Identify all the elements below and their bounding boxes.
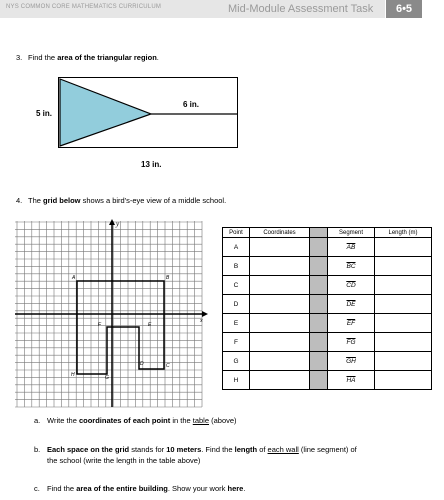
table-row	[223, 238, 432, 257]
point-label-e: E	[148, 322, 152, 328]
points-table	[222, 227, 432, 390]
table-row	[223, 333, 432, 352]
part-a-u1: table	[192, 416, 210, 425]
col-header-point: Point	[223, 228, 250, 238]
part-b-t4: (line segment) of	[298, 445, 357, 454]
coordinates-cell[interactable]	[250, 257, 310, 276]
coordinates-cell[interactable]	[250, 333, 310, 352]
segment-cell	[328, 295, 375, 314]
curriculum-label: NYS COMMON CORE MATHEMATICS CURRICULUM	[6, 4, 162, 10]
point-cell: F	[223, 333, 250, 352]
part-a-t3: (above)	[209, 416, 237, 425]
q4-bold: grid below	[43, 196, 81, 205]
part-b-u1: each wall	[267, 445, 299, 454]
point-label-f: F	[98, 322, 102, 328]
spacer-cell	[310, 371, 328, 390]
col-header-length: Length (m)	[375, 228, 432, 238]
segment-label: $\overline{EF}$	[346, 319, 356, 327]
table-row	[223, 276, 432, 295]
point-label-g: G	[105, 375, 109, 381]
length-cell[interactable]	[375, 276, 432, 295]
point-cell: H	[223, 371, 250, 390]
triangle-svg	[59, 78, 237, 147]
coordinates-cell[interactable]	[250, 295, 310, 314]
segment-label: $\overline{AB}$	[346, 243, 356, 251]
label-6in: 6 in.	[183, 100, 200, 109]
point-cell: B	[223, 257, 250, 276]
spacer-cell	[310, 238, 328, 257]
part-b-text	[47, 444, 437, 466]
segment-label: $\overline{GH}$	[346, 357, 356, 365]
part-c-b2: here	[227, 484, 244, 493]
q3-prefix: Find the	[28, 53, 58, 62]
q3-prompt	[28, 53, 159, 62]
q3-bold: area of the triangular region	[57, 53, 157, 62]
segment-cell	[328, 371, 375, 390]
point-cell: E	[223, 314, 250, 333]
length-cell[interactable]	[375, 314, 432, 333]
q4-prefix: The	[28, 196, 44, 205]
coordinate-grid	[14, 219, 210, 409]
col-header-coordinates: Coordinates	[250, 228, 310, 238]
segment-label: $\overline{HA}$	[346, 376, 356, 384]
part-b-b2: 10 meters	[166, 445, 202, 454]
point-cell: A	[223, 238, 250, 257]
point-label-b: B	[166, 275, 170, 281]
q4-suffix: shows a bird's-eye view of a middle school.	[80, 196, 227, 205]
spacer-cell	[310, 295, 328, 314]
coordinates-cell[interactable]	[250, 371, 310, 390]
segment-cell	[328, 314, 375, 333]
length-cell[interactable]	[375, 295, 432, 314]
part-c-t3: .	[243, 484, 246, 493]
part-b-t1: stands for	[129, 445, 167, 454]
part-b-letter: b.	[34, 445, 41, 454]
part-a-t1: Write the	[47, 416, 79, 425]
y-axis-label: y	[116, 220, 120, 228]
segment-label: $\overline{CD}$	[346, 281, 356, 289]
length-cell[interactable]	[375, 333, 432, 352]
point-label-h: H	[71, 372, 75, 378]
part-c-letter: c.	[34, 484, 40, 493]
point-label-c: C	[166, 363, 170, 369]
part-c-t1: Find the	[47, 484, 77, 493]
coordinates-cell[interactable]	[250, 238, 310, 257]
table-row	[223, 314, 432, 333]
segment-cell	[328, 276, 375, 295]
page-header	[0, 0, 444, 18]
axes	[15, 219, 208, 407]
point-label-d: D	[140, 361, 144, 367]
part-b-b3: length	[234, 445, 258, 454]
segment-label: $\overline{DE}$	[346, 300, 356, 308]
segment-cell	[328, 238, 375, 257]
spacer-cell	[310, 257, 328, 276]
part-c-b1: area of the entire building	[76, 484, 168, 493]
part-b-line2: the school (write the length in the table above)	[47, 456, 201, 465]
coordinates-cell[interactable]	[250, 352, 310, 371]
rectangle-figure	[58, 77, 238, 148]
spacer-cell	[310, 352, 328, 371]
spacer-cell	[310, 276, 328, 295]
table-row	[223, 371, 432, 390]
q4-prompt	[28, 196, 226, 205]
length-cell[interactable]	[375, 352, 432, 371]
q3-number: 3.	[16, 53, 23, 62]
table-row	[223, 352, 432, 371]
part-c-text	[47, 483, 245, 494]
point-cell: D	[223, 295, 250, 314]
length-cell[interactable]	[375, 371, 432, 390]
col-spacer	[310, 228, 328, 238]
part-c-t2: . Show your work	[167, 484, 228, 493]
part-b-t3: of	[257, 445, 268, 454]
label-5in: 5 in.	[36, 109, 53, 118]
spacer-cell	[310, 333, 328, 352]
part-b-t2: . Find the	[201, 445, 235, 454]
length-cell[interactable]	[375, 257, 432, 276]
point-cell: G	[223, 352, 250, 371]
coordinates-cell[interactable]	[250, 276, 310, 295]
label-13in: 13 in.	[141, 160, 162, 169]
part-a-b1: coordinates of each point	[78, 416, 171, 425]
part-a-letter: a.	[34, 416, 41, 425]
col-header-segment: Segment	[328, 228, 375, 238]
point-cell: C	[223, 276, 250, 295]
shaded-triangle	[60, 79, 151, 146]
q4-number: 4.	[16, 196, 23, 205]
segment-cell	[328, 257, 375, 276]
part-b-b1: Each space on the grid	[47, 445, 130, 454]
x-axis-arrow	[202, 311, 208, 317]
point-label-a: A	[72, 275, 76, 281]
assessment-title: Mid-Module Assessment Task	[228, 3, 374, 15]
module-badge: 6•5	[386, 0, 422, 18]
segment-label: $\overline{FG}$	[346, 338, 356, 346]
q3-suffix: .	[156, 53, 159, 62]
segment-cell	[328, 352, 375, 371]
part-a-t2: in the	[170, 416, 193, 425]
table-row	[223, 257, 432, 276]
spacer-cell	[310, 314, 328, 333]
table-row	[223, 295, 432, 314]
x-axis-label: x	[200, 318, 203, 324]
coordinates-cell[interactable]	[250, 314, 310, 333]
part-a-text	[47, 415, 237, 426]
length-cell[interactable]	[375, 238, 432, 257]
segment-cell	[328, 333, 375, 352]
segment-label: $\overline{BC}$	[346, 262, 356, 270]
